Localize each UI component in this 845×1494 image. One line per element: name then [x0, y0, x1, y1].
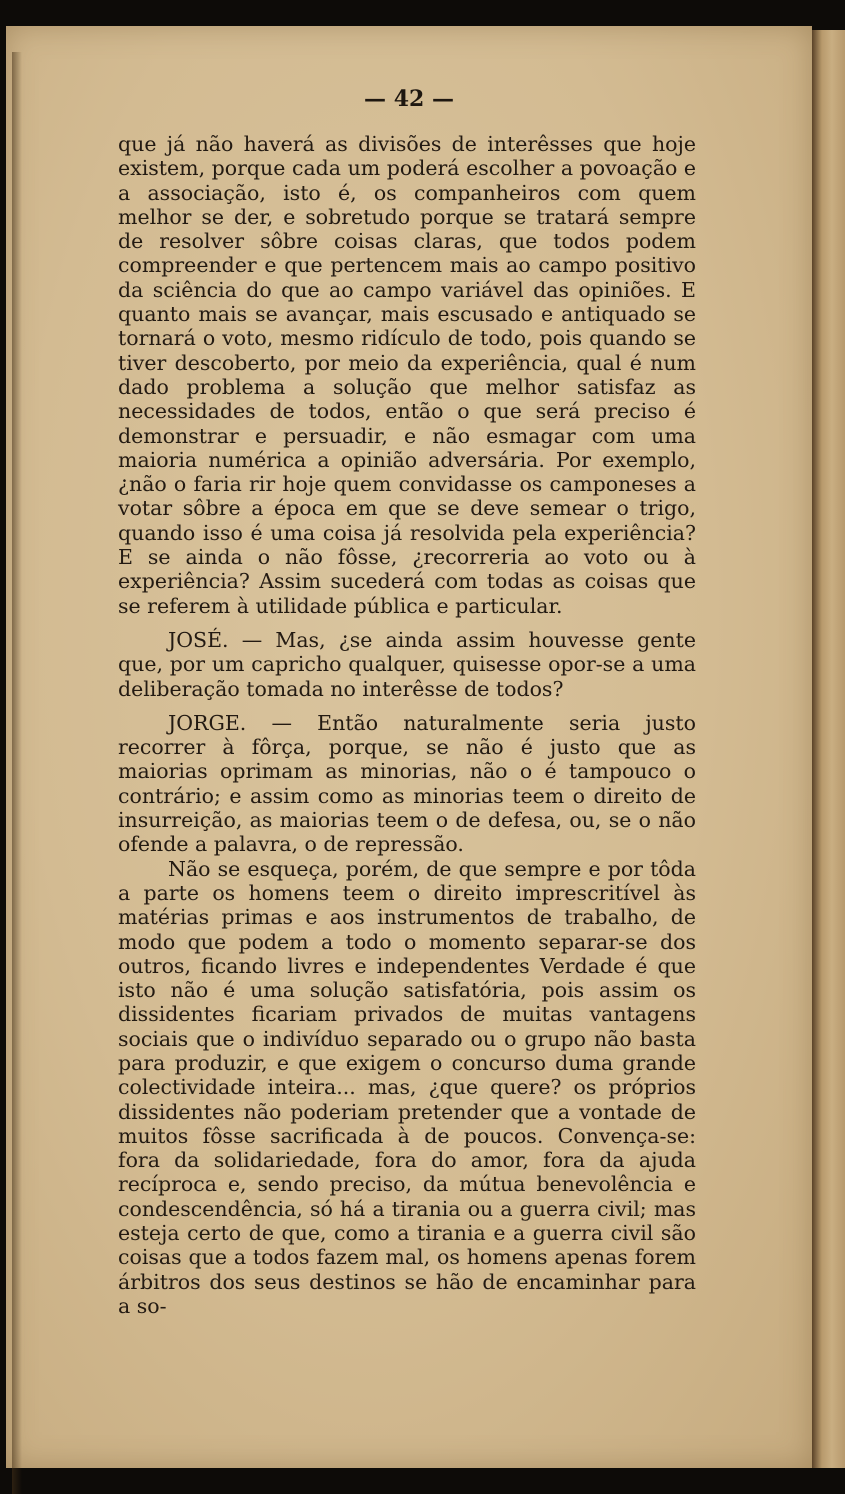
- next-page-edge: [812, 30, 845, 1468]
- page-number: — 42 —: [364, 86, 454, 112]
- body-text: [118, 132, 696, 1318]
- paragraph-jose: JOSÉ. — Mas, ¿se ainda assim houvesse gente que, por um capricho qualquer, quisesse opor-se a uma deliberação tomada no interêsse de todos?: [118, 627, 696, 701]
- paragraph-1: que já não haverá as divisões de interêsses que hoje existem, porque cada um poderá escolher a povoação e a associação, isto é, os companheiros com quem melhor se der, e sobretudo porque se tratará sempre de resolver sôbre coisas claras, que todos podem compreender e que pertencem mais ao campo positivo da sciência do que ao campo variável das opiniões. E quanto mais se avançar, mais escusado e antiquado se tornará o voto, mesmo ridículo de todo, pois quando se tiver descoberto, por meio da experiência, qual é num dado problema a solução que melhor satisfaz as necessidades de todos, então o que será preciso é demonstrar e persuadir, e não esmagar com uma maioria numérica a opinião adversária. Por exemplo, ¿não o faria rir hoje quem convidasse os camponeses a votar sôbre a época em que se deve semear o trigo, quando isso é uma coisa já resolvida pela experiência? E se ainda o não fôsse, ¿recorreria ao voto ou à experiência? Assim sucederá com todas as coisas que se referem à utilidade pública e particular.: [118, 132, 696, 618]
- page-fold-shadow: [12, 52, 22, 1494]
- book-page: [6, 26, 812, 1468]
- paragraph-jorge: JORGE. — Então naturalmente seria justo recorrer à fôrça, porque, se não é justo que as maiorias oprimam as minorias, não o é tampouco o contrário; e assim como as minorias teem o direito de insurreição, as maiorias teem o de defesa, ou, se o não ofende a palavra, o de repressão.: [118, 710, 696, 857]
- paragraph-4: Não se esqueça, porém, de que sempre e por tôda a parte os homens teem o direito imprescritível às matérias primas e aos instrumentos de trabalho, de modo que podem a todo o momento separar-se dos outros, ficando livres e independentes Verdade é que isto não é uma solução satisfatória, pois assim os dissidentes ficariam privados de muitas vantagens sociais que o indivíduo separado ou o grupo não basta para produzir, e que exigem o concurso duma grande colectividade inteira... mas, ¿que quere? os próprios dissidentes não poderiam pretender que a vontade de muitos fôsse sacrificada à de poucos. Convença-se: fora da solidariedade, fora do amor, fora da ajuda recíproca e, sendo preciso, da mútua benevolência e condescendência, só há a tirania ou a guerra civil; mas esteja certo de que, como a tirania e a guerra civil são coisas que a todos fazem mal, os homens apenas forem árbitros dos seus destinos se hão de encaminhar para a so-: [118, 856, 696, 1318]
